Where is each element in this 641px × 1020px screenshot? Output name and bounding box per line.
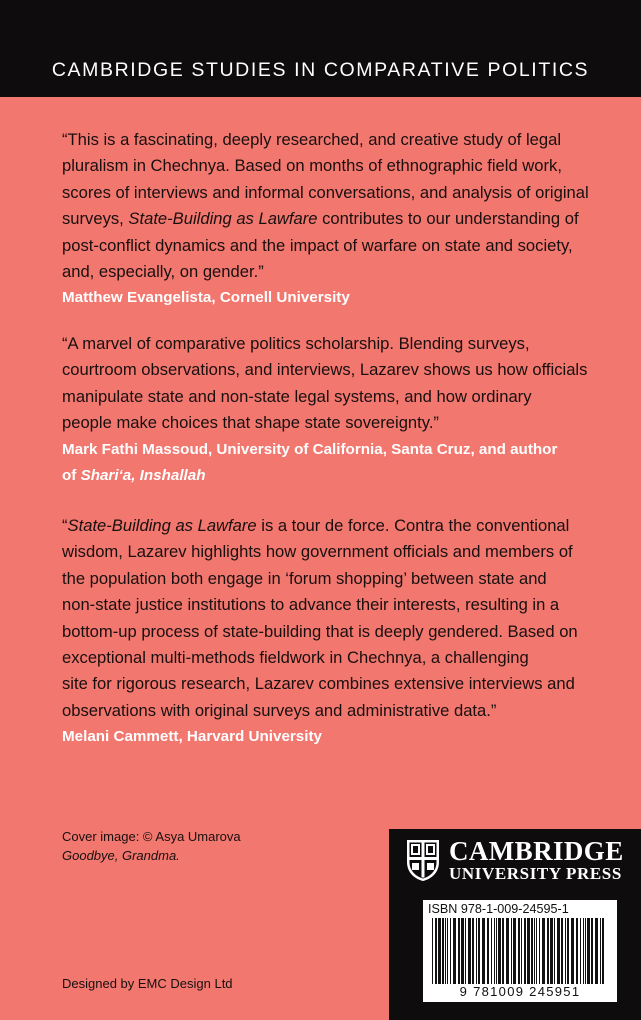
endorsement-quote bbox=[62, 513, 622, 751]
barcode-bar bbox=[580, 918, 581, 984]
quote-line: and, especially, on gender.” bbox=[62, 262, 264, 282]
barcode-bar bbox=[438, 918, 441, 984]
barcode-bar bbox=[600, 918, 601, 984]
quote-line: surveys, State-Building as Lawfare contributes to our understanding of bbox=[62, 209, 579, 229]
barcode-bar bbox=[491, 918, 492, 984]
barcode-bar bbox=[536, 918, 537, 984]
barcode-bar bbox=[585, 918, 586, 984]
endorsement-quote bbox=[62, 331, 622, 489]
quote-attribution: of Shari‘a, Inshallah bbox=[62, 467, 206, 485]
series-title: CAMBRIDGE STUDIES IN COMPARATIVE POLITICS bbox=[51, 59, 590, 81]
quote-line: the population both engage in ‘forum shopping’ between state and bbox=[62, 568, 547, 588]
designer-credit: Designed by EMC Design Ltd bbox=[62, 976, 233, 991]
endorsement-quote bbox=[62, 127, 622, 312]
barcode-bar bbox=[565, 918, 566, 984]
barcode-bar bbox=[576, 918, 578, 984]
publisher-subtitle: UNIVERSITY PRESS bbox=[449, 864, 622, 883]
quote-line: “A marvel of comparative politics scholarship. Blending surveys, bbox=[62, 334, 530, 353]
barcode bbox=[432, 918, 604, 984]
barcode-bar bbox=[472, 918, 474, 984]
barcode-bar bbox=[583, 918, 584, 984]
barcode-bar bbox=[567, 918, 569, 984]
barcode-bar bbox=[539, 918, 540, 984]
series-band bbox=[0, 0, 641, 97]
barcode-bar bbox=[542, 918, 545, 984]
barcode-bar bbox=[527, 918, 530, 984]
barcode-bar bbox=[432, 918, 433, 984]
barcode-bar bbox=[547, 918, 549, 984]
barcode-bar bbox=[554, 918, 555, 984]
barcode-bar bbox=[494, 918, 495, 984]
quote-line: “State-Building as Lawfare is a tour de force. Contra the conventional bbox=[62, 516, 570, 535]
quote-line: bottom-up process of state-building that is deeply gendered. Based on bbox=[62, 621, 578, 641]
book-title: State-Building as Lawfare bbox=[128, 209, 318, 229]
barcode-bar bbox=[513, 918, 516, 984]
barcode-bar bbox=[521, 918, 522, 984]
barcode-bar bbox=[496, 918, 497, 984]
barcode-bar bbox=[458, 918, 460, 984]
publisher-name: CAMBRIDGE bbox=[449, 836, 624, 866]
barcode-bar bbox=[557, 918, 560, 984]
book-title: State-Building as Lawfare bbox=[67, 516, 257, 535]
barcode-bar bbox=[447, 918, 448, 984]
quote-line: exceptional multi-methods fieldwork in Chechnya, a challenging bbox=[62, 648, 529, 668]
quote-line: manipulate state and non-state legal systems, and how ordinary bbox=[62, 386, 532, 406]
barcode-bar bbox=[476, 918, 477, 984]
quote-attribution: Melani Cammett, Harvard University bbox=[62, 728, 322, 746]
quote-line: post-conflict dynamics and the impact of warfare on state and society, bbox=[62, 235, 573, 255]
quote-line: courtroom observations, and interviews, Lazarev shows us how officials bbox=[62, 360, 588, 380]
barcode-bar bbox=[487, 918, 489, 984]
barcode-bar bbox=[453, 918, 456, 984]
barcode-bar bbox=[468, 918, 471, 984]
barcode-bar bbox=[450, 918, 451, 984]
barcode-bar bbox=[534, 918, 535, 984]
quote-line: non-state justice institutions to advance their interests, resulting in a bbox=[62, 595, 560, 615]
barcode-bar bbox=[442, 918, 444, 984]
quote-attribution: Matthew Evangelista, Cornell University bbox=[62, 289, 350, 307]
barcode-bar bbox=[435, 918, 437, 984]
barcode-bar bbox=[602, 918, 604, 984]
barcode-bar bbox=[591, 918, 593, 984]
book-title: Shari‘a, Inshallah bbox=[80, 467, 206, 485]
barcode-bar bbox=[498, 918, 501, 984]
cover-image-title: Goodbye, Grandma. bbox=[62, 848, 180, 863]
barcode-bar bbox=[518, 918, 520, 984]
barcode-number: 9 781009 245951 bbox=[459, 984, 581, 999]
barcode-bar bbox=[595, 918, 598, 984]
barcode-bar bbox=[482, 918, 485, 984]
barcode-bar bbox=[511, 918, 512, 984]
quote-line: site for rigorous research, Lazarev combines extensive interviews and bbox=[62, 674, 575, 694]
barcode-bar bbox=[465, 918, 466, 984]
quote-line: wisdom, Lazarev highlights how government officials and members of bbox=[62, 542, 573, 562]
barcode-bar bbox=[478, 918, 480, 984]
barcode-bar bbox=[561, 918, 563, 984]
quote-line: people make choices that shape state sovereignty.” bbox=[62, 413, 439, 433]
barcode-bar bbox=[445, 918, 446, 984]
cover-credit bbox=[62, 827, 241, 865]
barcode-bar bbox=[524, 918, 526, 984]
cover-credit-line: Cover image: © Asya Umarova bbox=[62, 829, 241, 844]
quote-line: “This is a fascinating, deeply researched, and creative study of legal bbox=[62, 130, 562, 149]
barcode-bar bbox=[587, 918, 590, 984]
barcode-bar bbox=[571, 918, 574, 984]
quote-line: scores of interviews and informal conversations, and analysis of original bbox=[62, 182, 589, 202]
barcode-bar bbox=[550, 918, 553, 984]
university-crest-icon bbox=[405, 838, 441, 882]
isbn-label: ISBN 978-1-009-24595-1 bbox=[428, 902, 569, 916]
barcode-bar bbox=[461, 918, 464, 984]
barcode-bar bbox=[502, 918, 504, 984]
quote-line: pluralism in Chechnya. Based on months of ethnographic field work, bbox=[62, 156, 562, 176]
quote-attribution: Mark Fathi Massoud, University of California, Santa Cruz, and author bbox=[62, 440, 558, 458]
quote-line: observations with original surveys and administrative data.” bbox=[62, 700, 497, 720]
barcode-bar bbox=[531, 918, 533, 984]
barcode-bar bbox=[506, 918, 509, 984]
